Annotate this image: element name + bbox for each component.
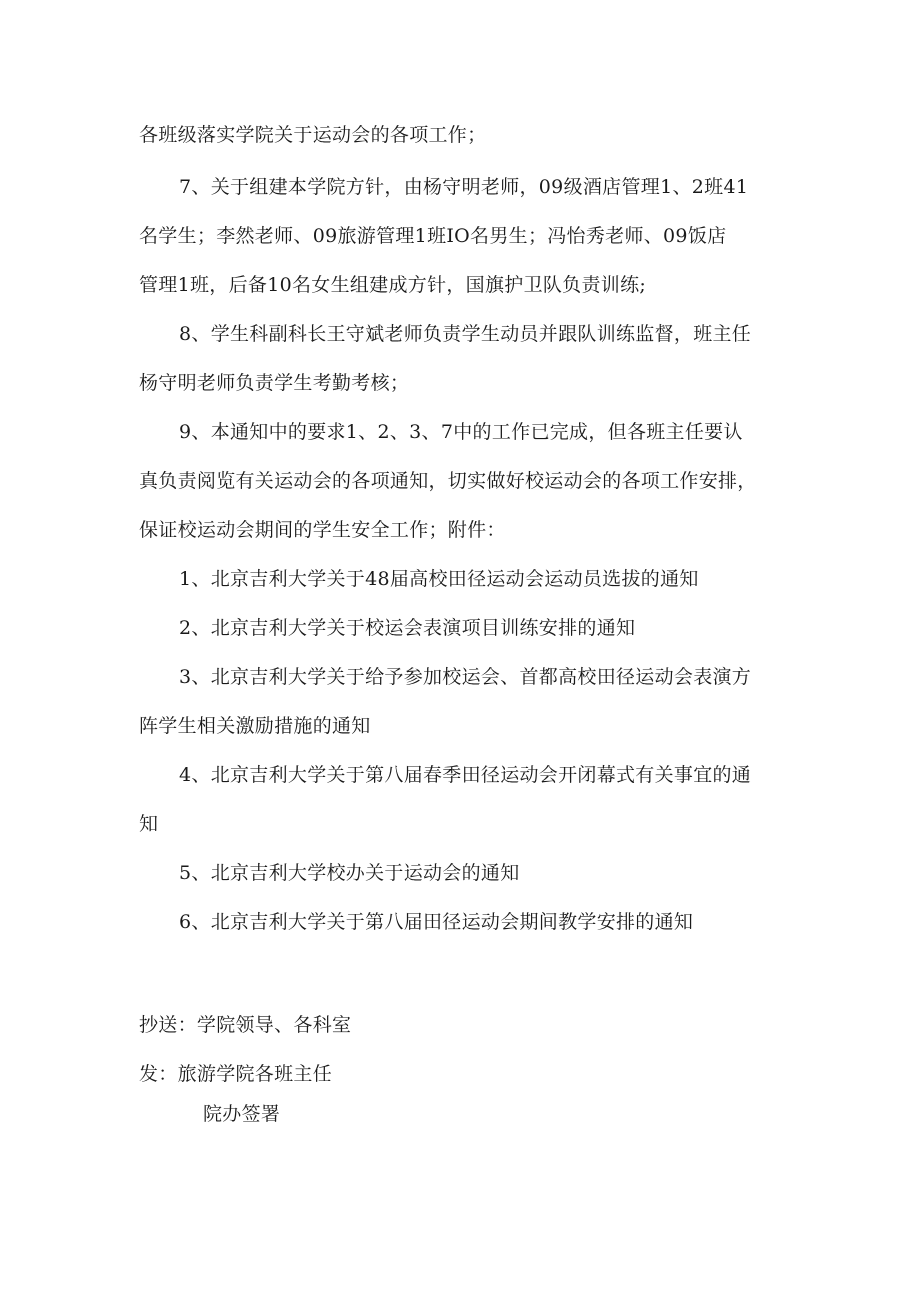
paragraph-line: 杨守明老师负责学生考勤考核； bbox=[139, 372, 410, 394]
attachment-line: 6、北京吉利大学关于第八届田径运动会期间教学安排的通知 bbox=[179, 911, 694, 933]
paragraph-line: 8、学生科副科长王守斌老师负责学生动员并跟队训练监督，班主任 bbox=[179, 323, 752, 345]
attachment-line: 1、北京吉利大学关于48届高校田径运动会运动员选拔的通知 bbox=[179, 568, 699, 590]
paragraph-line: 名学生；李然老师、09旅游管理1班IO名男生；冯怡秀老师、09饭店 bbox=[139, 225, 727, 247]
paragraph-line: 真负责阅览有关运动会的各项通知，切实做好校运动会的各项工作安排， bbox=[139, 470, 757, 492]
attachment-line: 3、北京吉利大学关于给予参加校运会、首都高校田径运动会表演方 bbox=[179, 666, 752, 688]
paragraph-line: 9、本通知中的要求1、2、3、7中的工作已完成，但各班主任要认 bbox=[179, 421, 743, 443]
paragraph-line: 管理1班，后备10名女生组建成方针，国旗护卫队负责训练; bbox=[139, 274, 647, 296]
cc-line: 抄送：学院领导、各科室 bbox=[139, 1014, 352, 1036]
attachment-line: 阵学生相关激励措施的通知 bbox=[139, 715, 371, 737]
send-line: 发：旅游学院各班主任 bbox=[139, 1063, 333, 1085]
attachment-line: 5、北京吉利大学校办关于运动会的通知 bbox=[179, 862, 520, 884]
paragraph-line: 各班级落实学院关于运动会的各项工作； bbox=[139, 124, 487, 146]
signature-line: 院办签署 bbox=[203, 1103, 281, 1125]
attachment-line: 4、北京吉利大学关于第八届春季田径运动会开闭幕式有关事宜的通 bbox=[179, 764, 752, 786]
attachment-line: 2、北京吉利大学关于校运会表演项目训练安排的通知 bbox=[179, 617, 636, 639]
paragraph-line: 7、关于组建本学院方针，由杨守明老师，09级酒店管理1、2班41 bbox=[179, 176, 749, 198]
paragraph-line: 保证校运动会期间的学生安全工作；附件： bbox=[139, 519, 506, 541]
attachment-line: 知 bbox=[139, 813, 159, 835]
